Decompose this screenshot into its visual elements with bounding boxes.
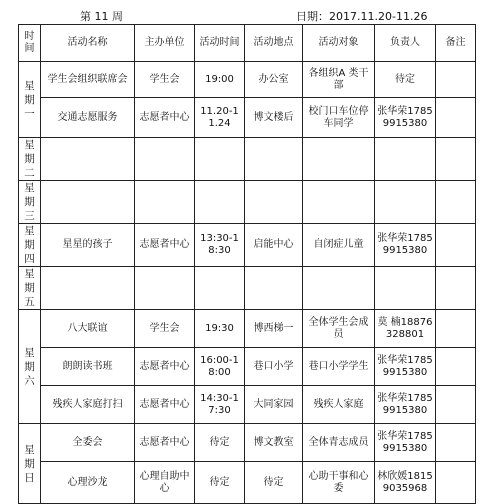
place-cell: 待定: [245, 462, 303, 504]
day-cell: 星期四: [19, 224, 41, 267]
owner-cell: 张华荣17859915380: [375, 224, 436, 267]
activity-name-cell: [41, 267, 135, 310]
note-cell: [436, 348, 476, 386]
note-cell: [436, 62, 476, 98]
table-row: [19, 386, 476, 424]
note-cell: [436, 267, 476, 310]
target-cell: [303, 267, 375, 310]
host-cell: 志愿者中心: [135, 424, 195, 462]
place-cell: 博西梯一: [245, 310, 303, 348]
table-row: [19, 462, 476, 504]
host-cell: 志愿者中心: [135, 224, 195, 267]
col-header-target: 活动对象: [303, 25, 375, 62]
activity-name-cell: 残疾人家庭打扫: [41, 386, 135, 424]
table-header-row: [19, 25, 476, 62]
table-row: [19, 224, 476, 267]
activity-name-cell: 全委会: [41, 424, 135, 462]
col-header-host: 主办单位: [135, 25, 195, 62]
owner-cell: 张华荣17859915380: [375, 348, 436, 386]
week-label: 第 11 周: [80, 10, 123, 23]
target-cell: 心助干事和心委: [303, 462, 375, 504]
target-cell: 自闭症儿童: [303, 224, 375, 267]
target-cell: [303, 181, 375, 224]
note-cell: [436, 224, 476, 267]
place-cell: 博文楼后: [245, 98, 303, 138]
target-cell: 校门口车位停车同学: [303, 98, 375, 138]
owner-cell: 张华荣17859915380: [375, 386, 436, 424]
table-row: [19, 348, 476, 386]
activity-name-cell: 交通志愿服务: [41, 98, 135, 138]
host-cell: [135, 181, 195, 224]
owner-cell: 莫 楠18876328801: [375, 310, 436, 348]
place-cell: [245, 181, 303, 224]
host-cell: 学生会: [135, 310, 195, 348]
target-cell: 各组织A 类干部: [303, 62, 375, 98]
activity-time-cell: [195, 138, 245, 181]
host-cell: 志愿者中心: [135, 386, 195, 424]
target-cell: 巷口小学学生: [303, 348, 375, 386]
place-cell: 大同家园: [245, 386, 303, 424]
activity-time-cell: 19:00: [195, 62, 245, 98]
activity-time-cell: 19:30: [195, 310, 245, 348]
day-cell: 星期一: [19, 62, 41, 138]
place-cell: 办公室: [245, 62, 303, 98]
owner-cell: [375, 181, 436, 224]
col-header-activity-name: 活动名称: [41, 25, 135, 62]
place-cell: 启能中心: [245, 224, 303, 267]
day-cell: 星期二: [19, 138, 41, 181]
note-cell: [436, 310, 476, 348]
activity-time-cell: 待定: [195, 462, 245, 504]
activity-time-cell: 11.20-11.24: [195, 98, 245, 138]
activity-name-cell: [41, 181, 135, 224]
target-cell: 全体学生会成员: [303, 310, 375, 348]
owner-cell: 张华荣17859915380: [375, 424, 436, 462]
place-cell: [245, 267, 303, 310]
place-cell: 巷口小学: [245, 348, 303, 386]
note-cell: [436, 98, 476, 138]
col-header-time: 时间: [19, 25, 41, 62]
table-row: [19, 98, 476, 138]
col-header-owner: 负责人: [375, 25, 436, 62]
activity-time-cell: 14:30-17:30: [195, 386, 245, 424]
day-cell: 星期三: [19, 181, 41, 224]
host-cell: 志愿者中心: [135, 348, 195, 386]
note-cell: [436, 424, 476, 462]
date-range: 日期：2017.11.20-11.26: [296, 10, 428, 23]
host-cell: 学生会: [135, 62, 195, 98]
activity-time-cell: 待定: [195, 424, 245, 462]
host-cell: 志愿者中心: [135, 98, 195, 138]
activity-time-cell: 13:30-18:30: [195, 224, 245, 267]
note-cell: [436, 181, 476, 224]
owner-cell: [375, 267, 436, 310]
day-cell: 星期六: [19, 310, 41, 424]
place-cell: 博文教室: [245, 424, 303, 462]
activity-name-cell: [41, 138, 135, 181]
table-row: [19, 310, 476, 348]
note-cell: [436, 462, 476, 504]
activity-name-cell: 八大联谊: [41, 310, 135, 348]
host-cell: [135, 267, 195, 310]
activity-name-cell: 学生会组织联席会: [41, 62, 135, 98]
day-cell: 星期日: [19, 424, 41, 504]
day-cell: 星期五: [19, 267, 41, 310]
place-cell: [245, 138, 303, 181]
owner-cell: 林欣媛18159035968: [375, 462, 436, 504]
host-cell: 心理自助中心: [135, 462, 195, 504]
target-cell: 残疾人家庭: [303, 386, 375, 424]
owner-cell: 张华荣17859915380: [375, 98, 436, 138]
activity-name-cell: 心理沙龙: [41, 462, 135, 504]
target-cell: [303, 138, 375, 181]
activity-name-cell: 朗朗读书班: [41, 348, 135, 386]
owner-cell: 待定: [375, 62, 436, 98]
note-cell: [436, 138, 476, 181]
col-header-place: 活动地点: [245, 25, 303, 62]
target-cell: 全体青志成员: [303, 424, 375, 462]
col-header-activity-time: 活动时间: [195, 25, 245, 62]
activity-name-cell: 星星的孩子: [41, 224, 135, 267]
activity-time-cell: [195, 181, 245, 224]
table-row: [19, 267, 476, 310]
table-row: [19, 181, 476, 224]
activity-time-cell: 16:00-18:00: [195, 348, 245, 386]
col-header-note: 备注: [436, 25, 476, 62]
note-cell: [436, 386, 476, 424]
table-row: [19, 62, 476, 98]
schedule-table: [18, 24, 476, 504]
activity-time-cell: [195, 267, 245, 310]
table-row: [19, 424, 476, 462]
table-row: [19, 138, 476, 181]
owner-cell: [375, 138, 436, 181]
host-cell: [135, 138, 195, 181]
